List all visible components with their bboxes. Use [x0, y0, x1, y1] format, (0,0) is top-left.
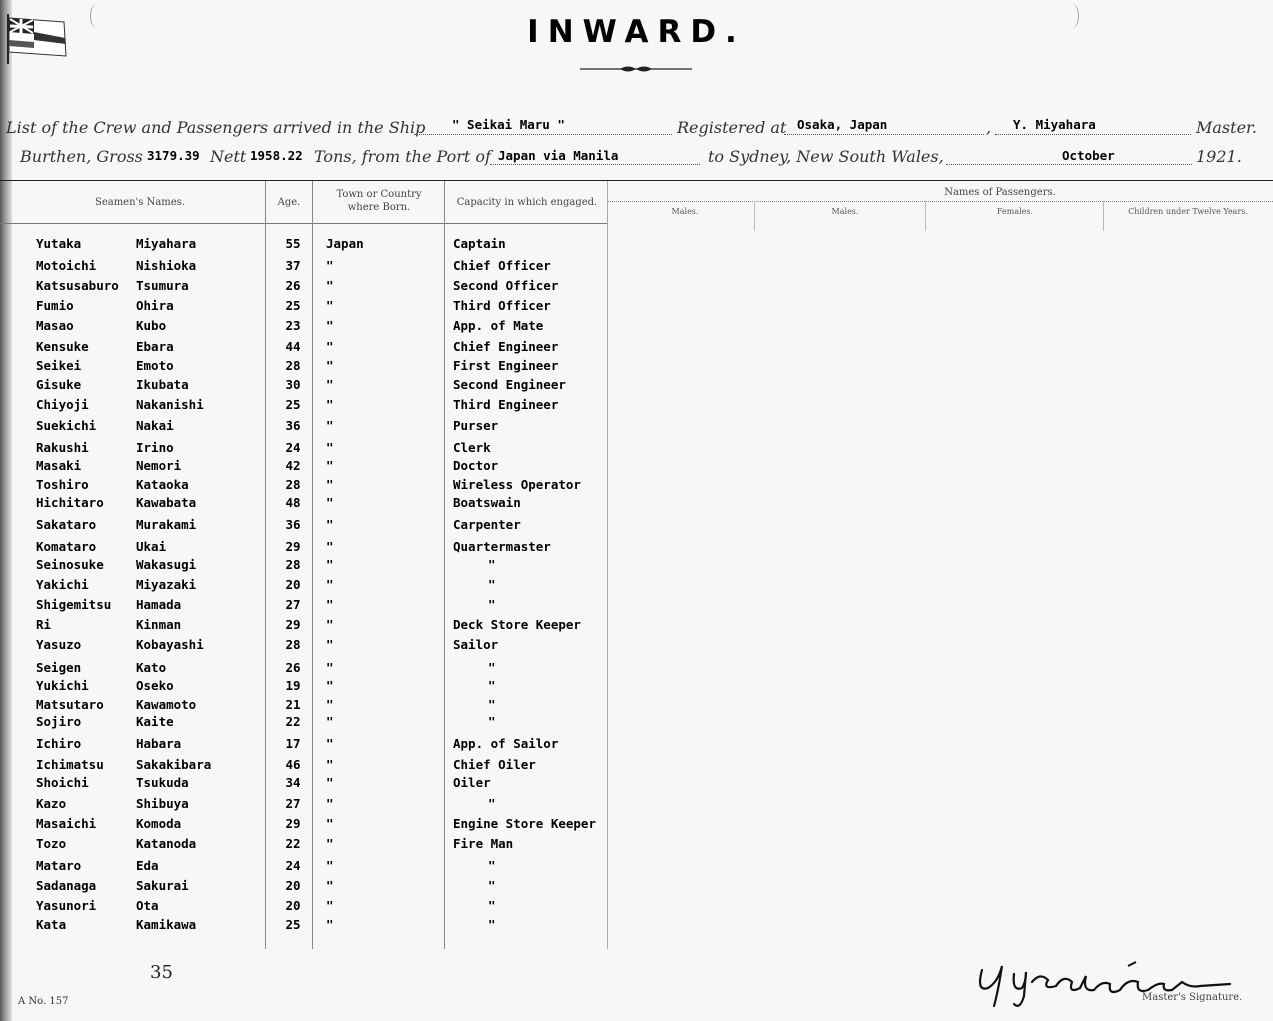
- crew-birthplace: ": [326, 440, 334, 455]
- crew-last-name: Nemori: [136, 458, 182, 473]
- crew-age: 23: [285, 318, 301, 333]
- crew-first-name: Masao: [36, 318, 74, 333]
- crew-birthplace: ": [326, 917, 334, 932]
- crew-birthplace: ": [326, 557, 334, 572]
- crew-first-name: Seikei: [36, 358, 82, 373]
- crew-last-name: Nakanishi: [136, 397, 204, 412]
- crew-birthplace: ": [326, 678, 334, 693]
- crew-age: 24: [285, 858, 301, 873]
- crew-row: [0, 816, 620, 834]
- crew-row: [0, 898, 620, 916]
- crew-capacity: Third Officer: [453, 298, 551, 313]
- crew-last-name: Irino: [136, 440, 174, 455]
- crew-birthplace: ": [326, 637, 334, 652]
- crew-age: 37: [285, 258, 301, 273]
- crew-age: 26: [285, 278, 301, 293]
- crew-last-name: Katanoda: [136, 836, 197, 851]
- crew-first-name: Rakushi: [36, 440, 89, 455]
- crew-birthplace: ": [326, 898, 334, 913]
- crew-age: 27: [285, 597, 301, 612]
- crew-row: [0, 757, 620, 775]
- crew-first-name: Seinosuke: [36, 557, 104, 572]
- crew-birthplace: ": [326, 697, 334, 712]
- crew-first-name: Masaichi: [36, 816, 97, 831]
- crew-last-name: Ikubata: [136, 377, 189, 392]
- crew-last-name: Habara: [136, 736, 182, 751]
- crew-birthplace: ": [326, 577, 334, 592]
- crew-first-name: Shoichi: [36, 775, 89, 790]
- crew-age: 36: [285, 517, 301, 532]
- crew-first-name: Yasuzo: [36, 637, 82, 652]
- crew-age: 21: [285, 697, 301, 712]
- crew-row: [0, 836, 620, 854]
- crew-row: [0, 298, 620, 316]
- burthen-label: Burthen, Gross: [20, 147, 143, 166]
- crew-age: 29: [285, 539, 301, 554]
- crew-capacity: Quartermaster: [453, 539, 551, 554]
- crew-first-name: Katsusaburo: [36, 278, 119, 293]
- crew-row: [0, 617, 620, 635]
- crew-age: 25: [285, 298, 301, 313]
- crew-last-name: Murakami: [136, 517, 197, 532]
- registered-label: Registered at: [677, 118, 787, 137]
- crew-age: 55: [285, 236, 301, 251]
- crew-age: 20: [285, 898, 301, 913]
- crew-capacity: Boatswain: [453, 495, 521, 510]
- crew-capacity: ": [488, 898, 496, 913]
- crew-last-name: Oseko: [136, 678, 174, 693]
- crew-capacity: Second Officer: [453, 278, 559, 293]
- col-divider-males1: [754, 201, 755, 231]
- table-header-rule: [0, 223, 608, 224]
- crew-birthplace: ": [326, 816, 334, 831]
- crew-first-name: Kensuke: [36, 339, 89, 354]
- crew-last-name: Ota: [136, 898, 159, 913]
- crew-first-name: Yukichi: [36, 678, 89, 693]
- crew-capacity: App. of Mate: [453, 318, 544, 333]
- crew-capacity: Wireless Operator: [453, 477, 581, 492]
- crew-row: [0, 796, 620, 814]
- crew-age: 29: [285, 816, 301, 831]
- crew-capacity: ": [488, 858, 496, 873]
- crew-first-name: Masaki: [36, 458, 82, 473]
- crew-birthplace: ": [326, 397, 334, 412]
- crew-row: [0, 660, 620, 678]
- crew-last-name: Kato: [136, 660, 167, 675]
- crew-capacity: Chief Oiler: [453, 757, 536, 772]
- crew-birthplace: ": [326, 358, 334, 373]
- crew-birthplace: ": [326, 736, 334, 751]
- crew-first-name: Yakichi: [36, 577, 89, 592]
- crew-capacity: ": [488, 597, 496, 612]
- crew-last-name: Wakasugi: [136, 557, 197, 572]
- crew-first-name: Yasunori: [36, 898, 97, 913]
- crew-row: [0, 377, 620, 395]
- crew-capacity: Sailor: [453, 637, 499, 652]
- crew-first-name: Suekichi: [36, 418, 97, 433]
- crew-age: 25: [285, 397, 301, 412]
- from-port: Japan via Manila: [498, 148, 619, 163]
- crew-birthplace: ": [326, 858, 334, 873]
- crew-birthplace: ": [326, 278, 334, 293]
- crew-first-name: Kata: [36, 917, 67, 932]
- crew-capacity: Deck Store Keeper: [453, 617, 581, 632]
- crew-row: [0, 775, 620, 793]
- crew-first-name: Sojiro: [36, 714, 82, 729]
- col-divider-females: [1103, 201, 1104, 231]
- crew-age: 24: [285, 440, 301, 455]
- arrival-month: October: [1062, 148, 1115, 163]
- crew-last-name: Nakai: [136, 418, 174, 433]
- gross-tonnage: 3179.39: [147, 148, 200, 163]
- crew-last-name: Kinman: [136, 617, 182, 632]
- crew-last-name: Miyahara: [136, 236, 197, 251]
- crew-row: [0, 539, 620, 557]
- crew-capacity: ": [488, 697, 496, 712]
- passenger-header-rule: [608, 201, 1273, 202]
- crew-last-name: Hamada: [136, 597, 182, 612]
- crew-birthplace: ": [326, 339, 334, 354]
- header-town: Town or Country where Born.: [336, 189, 422, 213]
- crew-birthplace: ": [326, 458, 334, 473]
- crew-first-name: Mataro: [36, 858, 82, 873]
- crew-age: 20: [285, 878, 301, 893]
- crew-capacity: ": [488, 660, 496, 675]
- crew-birthplace: ": [326, 477, 334, 492]
- ornament-rule: [580, 64, 692, 74]
- master-signature: [968, 952, 1238, 1012]
- crew-first-name: Fumio: [36, 298, 74, 313]
- crew-first-name: Chiyoji: [36, 397, 89, 412]
- crew-age: 28: [285, 637, 301, 652]
- crew-first-name: Matsutaro: [36, 697, 104, 712]
- crew-row: [0, 678, 620, 696]
- crew-capacity: Doctor: [453, 458, 499, 473]
- crew-capacity: Chief Officer: [453, 258, 551, 273]
- crew-first-name: Motoichi: [36, 258, 97, 273]
- nett-label: Nett: [210, 147, 247, 166]
- crew-first-name: Sadanaga: [36, 878, 97, 893]
- crew-last-name: Kataoka: [136, 477, 189, 492]
- crew-birthplace: Japan: [326, 236, 364, 251]
- crew-last-name: Kawamoto: [136, 697, 197, 712]
- crew-first-name: Kazo: [36, 796, 67, 811]
- crew-last-name: Kawabata: [136, 495, 197, 510]
- crew-first-name: Gisuke: [36, 377, 82, 392]
- header-males-2: Males.: [831, 207, 859, 216]
- crew-birthplace: ": [326, 418, 334, 433]
- crew-first-name: Komataro: [36, 539, 97, 554]
- crew-first-name: Ichiro: [36, 736, 82, 751]
- crew-age: 20: [285, 577, 301, 592]
- master-name: Y. Miyahara: [1013, 117, 1096, 132]
- crew-first-name: Shigemitsu: [36, 597, 112, 612]
- crew-row: [0, 637, 620, 655]
- crew-capacity: Third Engineer: [453, 397, 559, 412]
- crew-age: 17: [285, 736, 301, 751]
- destination-label: to Sydney, New South Wales,: [708, 147, 944, 166]
- crew-birthplace: ": [326, 714, 334, 729]
- master-name-rule: [995, 134, 1191, 135]
- crew-first-name: Seigen: [36, 660, 82, 675]
- crew-row: [0, 736, 620, 754]
- crew-row: [0, 397, 620, 415]
- crew-last-name: Kobayashi: [136, 637, 204, 652]
- registered-port: Osaka, Japan: [797, 117, 888, 132]
- crew-first-name: Tozo: [36, 836, 67, 851]
- document-title: INWARD.: [527, 14, 746, 50]
- crew-last-name: Sakakibara: [136, 757, 212, 772]
- crew-capacity: Captain: [453, 236, 506, 251]
- crew-row: [0, 917, 620, 935]
- crew-capacity: First Engineer: [453, 358, 559, 373]
- crew-capacity: ": [488, 714, 496, 729]
- header-children: Children under Twelve Years.: [1128, 207, 1248, 216]
- header-passengers: Names of Passengers.: [944, 187, 1056, 198]
- crew-age: 42: [285, 458, 301, 473]
- crew-capacity: Carpenter: [453, 517, 521, 532]
- crew-row: [0, 318, 620, 336]
- crew-first-name: Ri: [36, 617, 52, 632]
- crew-birthplace: ": [326, 836, 334, 851]
- crew-birthplace: ": [326, 517, 334, 532]
- crew-row: [0, 714, 620, 732]
- crew-row: [0, 236, 620, 254]
- ship-name: " Seikai Maru ": [452, 117, 565, 132]
- crew-row: [0, 517, 620, 535]
- ship-name-rule: [414, 134, 672, 135]
- crew-last-name: Tsumura: [136, 278, 189, 293]
- crew-capacity: ": [488, 917, 496, 932]
- crew-age: 22: [285, 836, 301, 851]
- crew-age: 25: [285, 917, 301, 932]
- crew-last-name: Ebara: [136, 339, 174, 354]
- crew-capacity: Purser: [453, 418, 499, 433]
- crew-first-name: Sakataro: [36, 517, 97, 532]
- header-age: Age.: [277, 197, 301, 208]
- crew-tally: 35: [150, 962, 173, 983]
- master-label: Master.: [1196, 118, 1258, 137]
- crew-birthplace: ": [326, 775, 334, 790]
- crew-birthplace: ": [326, 617, 334, 632]
- crew-age: 28: [285, 557, 301, 572]
- crew-age: 36: [285, 418, 301, 433]
- crew-capacity: ": [488, 878, 496, 893]
- crew-list-label: List of the Crew and Passengers arrived in the Ship: [6, 118, 426, 137]
- crew-capacity: Oiler: [453, 775, 491, 790]
- arrival-year: 1921.: [1196, 147, 1242, 166]
- crew-last-name: Ukai: [136, 539, 167, 554]
- crew-birthplace: ": [326, 258, 334, 273]
- crew-row: [0, 697, 620, 715]
- from-port-rule: [490, 164, 700, 165]
- crew-last-name: Tsukuda: [136, 775, 189, 790]
- crew-capacity: Chief Engineer: [453, 339, 559, 354]
- crew-row: [0, 577, 620, 595]
- crew-last-name: Kubo: [136, 318, 167, 333]
- arrival-month-rule: [946, 164, 1192, 165]
- header-females: Females.: [996, 207, 1034, 216]
- crew-row: [0, 440, 620, 458]
- crew-row: [0, 418, 620, 436]
- crew-birthplace: ": [326, 495, 334, 510]
- crew-row: [0, 358, 620, 376]
- header-capacity: Capacity in which engaged.: [456, 197, 598, 208]
- crew-capacity: ": [488, 796, 496, 811]
- crew-age: 27: [285, 796, 301, 811]
- crew-age: 48: [285, 495, 301, 510]
- crew-last-name: Sakurai: [136, 878, 189, 893]
- table-top-rule: [0, 180, 1273, 181]
- crew-birthplace: ": [326, 377, 334, 392]
- crew-age: 30: [285, 377, 301, 392]
- crew-row: [0, 858, 620, 876]
- crew-first-name: Toshiro: [36, 477, 89, 492]
- crew-last-name: Kamikawa: [136, 917, 197, 932]
- crew-capacity: Engine Store Keeper: [453, 816, 596, 831]
- crew-row: [0, 557, 620, 575]
- crew-row: [0, 878, 620, 896]
- crew-row: [0, 258, 620, 276]
- crew-age: 34: [285, 775, 301, 790]
- crew-first-name: Hichitaro: [36, 495, 104, 510]
- signature-label: Master's Signature.: [1142, 992, 1243, 1003]
- form-number: A No. 157: [18, 996, 69, 1007]
- crew-age: 28: [285, 477, 301, 492]
- crew-capacity: App. of Sailor: [453, 736, 559, 751]
- crew-age: 28: [285, 358, 301, 373]
- crew-age: 29: [285, 617, 301, 632]
- crew-capacity: Second Engineer: [453, 377, 566, 392]
- registered-port-rule: [784, 134, 984, 135]
- crew-row: [0, 339, 620, 357]
- crew-age: 19: [285, 678, 301, 693]
- crew-row: [0, 597, 620, 615]
- registered-comma: ,: [986, 118, 992, 137]
- crew-birthplace: ": [326, 597, 334, 612]
- tons-from-port-label: Tons, from the Port of: [314, 147, 491, 166]
- crew-row: [0, 495, 620, 513]
- crew-capacity: ": [488, 557, 496, 572]
- crew-last-name: Nishioka: [136, 258, 197, 273]
- header-seamens-names: Seamen's Names.: [94, 197, 186, 208]
- crew-birthplace: ": [326, 539, 334, 554]
- crew-row: [0, 278, 620, 296]
- header-males-1: Males.: [671, 207, 699, 216]
- crew-last-name: Miyazaki: [136, 577, 197, 592]
- crew-age: 44: [285, 339, 301, 354]
- crew-birthplace: ": [326, 660, 334, 675]
- crew-capacity: Fire Man: [453, 836, 514, 851]
- crew-age: 26: [285, 660, 301, 675]
- crew-birthplace: ": [326, 796, 334, 811]
- crew-last-name: Emoto: [136, 358, 174, 373]
- crew-last-name: Komoda: [136, 816, 182, 831]
- crew-birthplace: ": [326, 757, 334, 772]
- crew-age: 22: [285, 714, 301, 729]
- crew-capacity: ": [488, 678, 496, 693]
- crew-birthplace: ": [326, 318, 334, 333]
- crew-last-name: Shibuya: [136, 796, 189, 811]
- crew-row: [0, 458, 620, 476]
- crew-last-name: Eda: [136, 858, 159, 873]
- col-divider-males2: [925, 201, 926, 231]
- crew-last-name: Kaite: [136, 714, 174, 729]
- crew-row: [0, 477, 620, 495]
- crew-last-name: Ohira: [136, 298, 174, 313]
- crew-capacity: Clerk: [453, 440, 491, 455]
- crew-age: 46: [285, 757, 301, 772]
- nett-tonnage: 1958.22: [250, 148, 303, 163]
- crew-first-name: Ichimatsu: [36, 757, 104, 772]
- crew-capacity: ": [488, 577, 496, 592]
- crew-birthplace: ": [326, 878, 334, 893]
- crew-birthplace: ": [326, 298, 334, 313]
- crew-first-name: Yutaka: [36, 236, 82, 251]
